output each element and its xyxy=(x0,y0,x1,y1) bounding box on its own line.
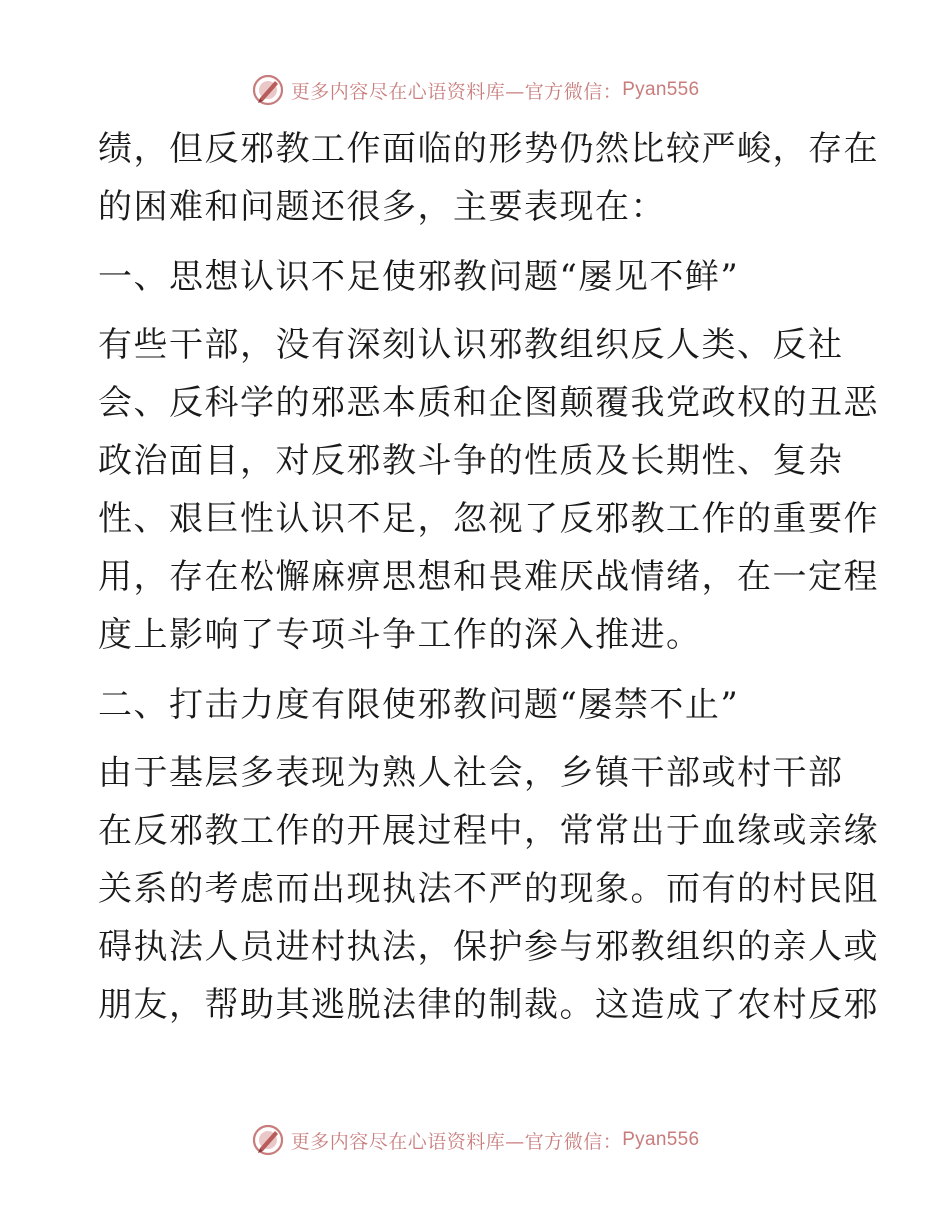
pen-nib-icon xyxy=(251,1123,285,1157)
text-line: 度上影响了专项斗争工作的深入推进。 xyxy=(98,615,702,655)
text-line: 政治面目，对反邪教斗争的性质及长期性、复杂 xyxy=(98,441,844,481)
text-line: 用，存在松懈麻痹思想和畏难厌战情绪，在一定程 xyxy=(98,557,879,597)
intro-paragraph xyxy=(98,120,879,236)
watermark-wechat-id: Pyan556 xyxy=(622,1129,700,1150)
paragraph-2 xyxy=(98,744,879,1034)
watermark-text: 更多内容尽在心语资料库—官方微信： xyxy=(290,1130,623,1153)
text-line: 关系的考虑而出现执法不严的现象。而有的村民阻 xyxy=(98,869,879,909)
text-line: 有些干部，没有深刻认识邪教组织反人类、反社 xyxy=(98,325,844,365)
text-line: 碍执法人员进村执法，保护参与邪教组织的亲人或 xyxy=(98,927,879,967)
footer-watermark xyxy=(0,1120,950,1160)
text-line: 在反邪教工作的开展过程中，常常出于血缘或亲缘 xyxy=(98,811,879,851)
paragraph-1 xyxy=(98,316,879,664)
text-line: 朋友，帮助其逃脱法律的制裁。这造成了农村反邪 xyxy=(98,985,879,1025)
pen-nib-icon xyxy=(251,73,285,107)
text-line: 性、艰巨性认识不足，忽视了反邪教工作的重要作 xyxy=(98,499,879,539)
text-line: 绩，但反邪教工作面临的形势仍然比较严峻，存在 xyxy=(98,129,879,169)
text-line: 的困难和问题还很多，主要表现在： xyxy=(98,187,666,227)
section-heading-2: 二、打击力度有限使邪教问题“屡禁不止” xyxy=(98,685,740,725)
text-line: 由于基层多表现为熟人社会，乡镇干部或村干部 xyxy=(98,753,844,793)
text-line: 会、反科学的邪恶本质和企图颠覆我党政权的丑恶 xyxy=(98,383,879,423)
section-heading-1: 一、思想认识不足使邪教问题“屡见不鲜” xyxy=(98,257,740,297)
watermark-text: 更多内容尽在心语资料库—官方微信： xyxy=(290,80,623,103)
watermark-wechat-id: Pyan556 xyxy=(622,79,700,100)
header-watermark xyxy=(0,70,950,110)
document-body xyxy=(98,120,879,1034)
